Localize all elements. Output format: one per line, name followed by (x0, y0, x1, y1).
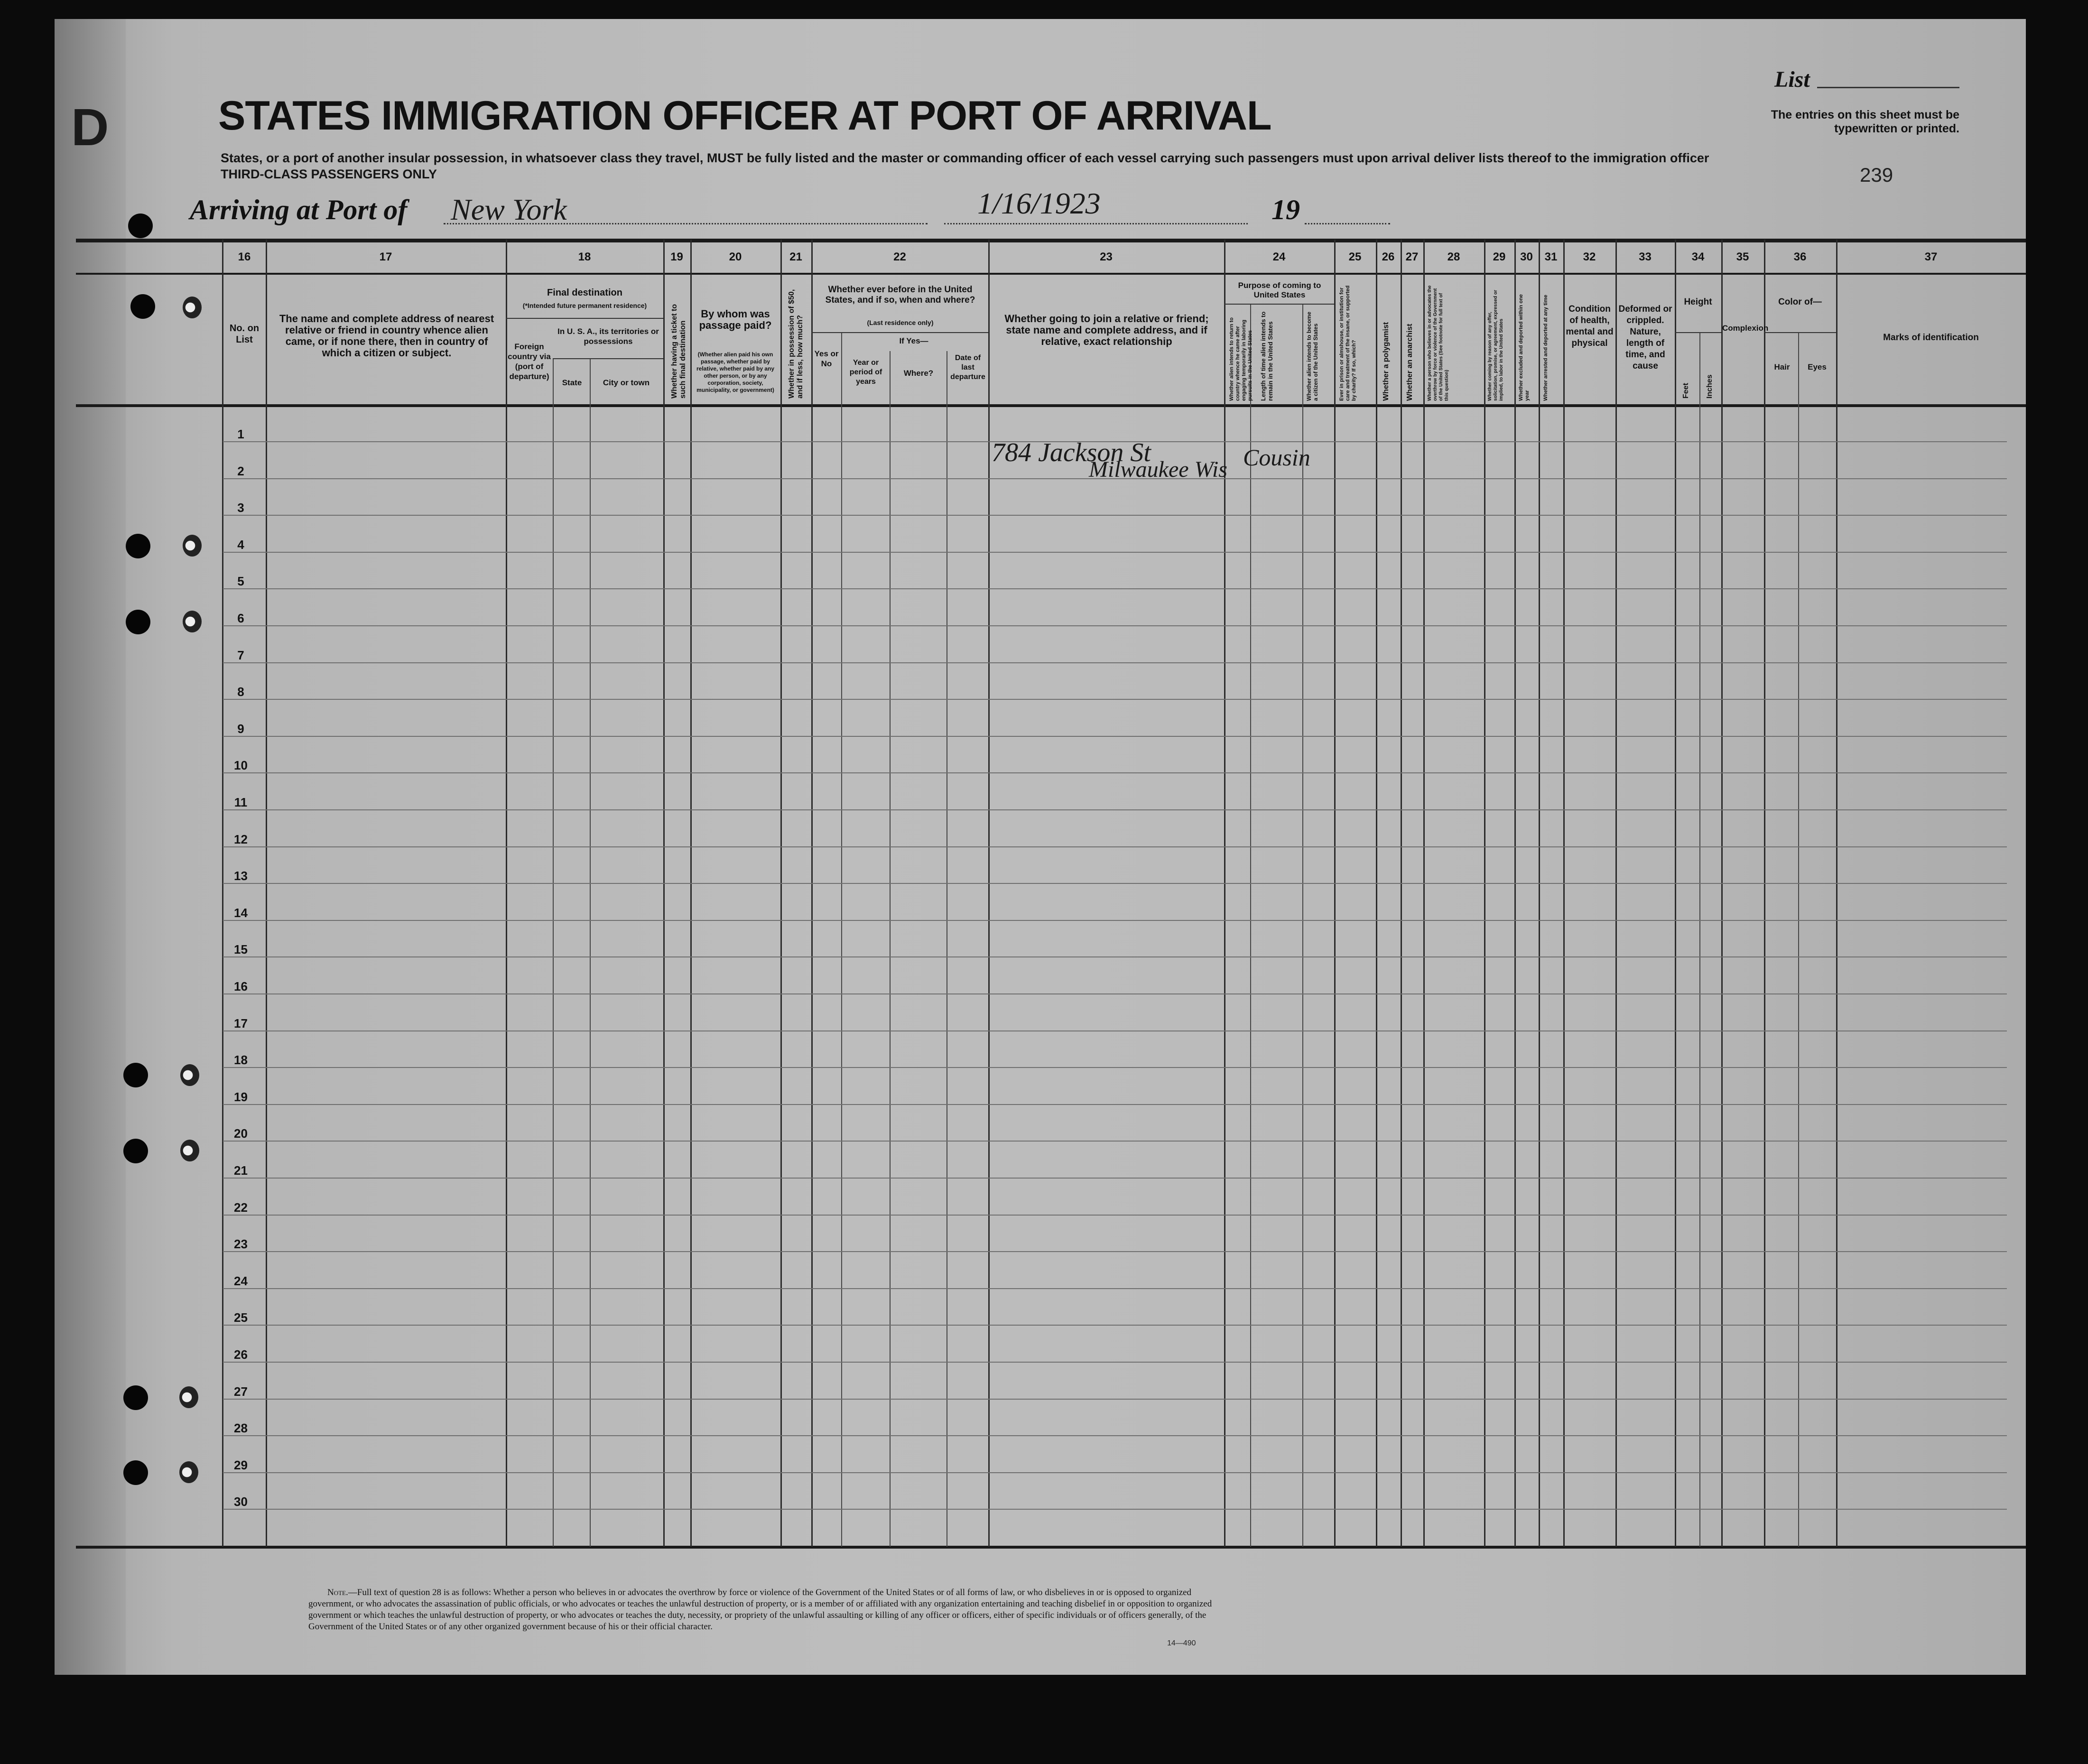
year-line (1305, 223, 1390, 224)
punch-hole (126, 610, 150, 634)
header-polygamist: Whether a polygamist (1382, 322, 1390, 401)
column-number: 28 (1447, 251, 1460, 263)
column-divider (1224, 240, 1225, 1547)
subheader-rule (1224, 304, 1334, 305)
column-number: 33 (1639, 251, 1652, 263)
subheader-rule (506, 318, 663, 319)
column-number: 18 (578, 251, 591, 263)
column-divider (841, 332, 842, 1547)
row-line (223, 625, 2007, 626)
header-nearest-relative: The name and complete address of nearest relative or friend in country whence alien came, or if none there, then in country of which a citizen or subject. (279, 313, 494, 359)
punch-hole (179, 1461, 198, 1483)
header-where: Where? (903, 369, 934, 378)
table-top-rule (76, 239, 2026, 242)
column-number: 22 (893, 251, 906, 263)
column-divider (1484, 240, 1485, 1547)
row-number: 13 (234, 869, 248, 883)
header-labor-offer: Whether coming by reason of any offer, solicitation, promise, or agreement, expressed or implied, to labor in the United States (1487, 290, 1504, 401)
header-complexion: Complexion (1722, 324, 1769, 333)
column-number: 37 (1924, 251, 1938, 263)
column-divider (663, 240, 665, 1547)
header-yes-or-no: Yes or No (814, 349, 839, 368)
table-bottom-rule (76, 1546, 2026, 1549)
row-line (223, 1104, 2007, 1105)
row-line (223, 1362, 2007, 1363)
header-purpose-length: Length of time alien intends to remain in the United States (1260, 311, 1274, 401)
header-state: State (562, 378, 582, 387)
arriving-label: Arriving at Port of (190, 194, 408, 225)
row-line (223, 920, 2007, 921)
row-number: 9 (237, 722, 244, 736)
column-divider (780, 240, 782, 1547)
header-final-destination-note: (*Intended future permanent residence) (522, 302, 647, 309)
row-number: 6 (237, 611, 244, 625)
row-number: 11 (234, 795, 248, 809)
column-number: 26 (1382, 251, 1395, 263)
column-number: 23 (1100, 251, 1113, 263)
bleed-letter: D (71, 98, 109, 157)
page-title: STATES IMMIGRATION OFFICER AT PORT OF ARRIVAL (218, 93, 1271, 139)
row-number: 4 (237, 538, 244, 552)
subheader-rule (811, 332, 988, 333)
class-line: THIRD-CLASS PASSENGERS ONLY (221, 167, 437, 181)
punch-hole (183, 535, 202, 557)
date-value: 1/16/1923 (977, 186, 1101, 220)
column-number: 35 (1736, 251, 1749, 263)
column-divider (553, 358, 554, 1547)
row-number: 18 (234, 1053, 248, 1067)
row-line (223, 883, 2007, 884)
footnote-label: Note. (327, 1588, 348, 1597)
header-hair: Hair (1774, 362, 1790, 371)
row-line (223, 1325, 2007, 1326)
entries-note: The entries on this sheet must be typewritten or printed. (1771, 108, 1959, 135)
column-divider (1539, 240, 1540, 1547)
column-number: 27 (1405, 251, 1419, 263)
header-deformed: Deformed or crippled. Nature, length of time, and cause (1618, 304, 1672, 371)
column-divider (1423, 240, 1425, 1547)
column-number: 30 (1520, 251, 1533, 263)
row-line (223, 772, 2007, 773)
column-number: 24 (1272, 251, 1286, 263)
row-number: 12 (234, 832, 248, 846)
row-line (223, 699, 2007, 700)
column-number: 29 (1493, 251, 1506, 263)
sheet-number: 239 (1860, 164, 1893, 186)
punch-hole (128, 214, 153, 238)
column-number: 32 (1583, 251, 1596, 263)
column-divider (1699, 332, 1700, 1547)
column-divider (590, 358, 591, 1547)
row-number: 29 (234, 1458, 248, 1472)
footnote (308, 1587, 1234, 1633)
header-if-yes: If Yes— (899, 336, 928, 345)
row-line (223, 1178, 2007, 1179)
row-line (223, 662, 2007, 663)
right-scan-edge (2026, 0, 2088, 1764)
row-line (223, 1288, 2007, 1289)
row-number: 26 (234, 1347, 248, 1362)
subheader-rule (1675, 332, 1721, 333)
row-line (223, 588, 2007, 589)
row-number: 20 (234, 1126, 248, 1141)
column-number: 21 (789, 251, 802, 263)
column-number: 19 (670, 251, 683, 263)
header-purpose: Purpose of coming to United States (1238, 281, 1321, 299)
column-divider (266, 240, 267, 1547)
row-number: 17 (234, 1016, 248, 1031)
header-no-on-list: No. on List (229, 323, 260, 345)
column-divider (506, 240, 507, 1547)
column-divider (1334, 240, 1336, 1547)
column-number: 16 (238, 251, 251, 263)
header-join-relative: Whether going to join a relative or friend; state name and complete address, and if relative, exact relationship (1004, 313, 1209, 347)
punch-hole (183, 611, 202, 632)
punch-hole (183, 297, 202, 318)
column-divider (1675, 240, 1676, 1547)
column-divider (690, 240, 692, 1547)
punch-hole (123, 1460, 148, 1485)
row-number: 5 (237, 574, 244, 588)
header-excluded: Whether excluded and deported within one year (1518, 294, 1530, 401)
row-number: 22 (234, 1200, 248, 1215)
header-inches: Inches (1706, 374, 1714, 399)
year-prefix: 19 (1271, 194, 1300, 225)
header-fifty-dollars: Whether in possession of $50, and if less, how much? (788, 289, 804, 399)
row1-address-line2: Milwaukee Wis (1089, 457, 1227, 482)
punch-hole (130, 294, 155, 319)
header-final-destination: Final destination (547, 288, 622, 298)
punch-hole (123, 1063, 148, 1087)
header-last-departure: Date of last departure (950, 354, 985, 381)
header-passage-paid: By whom was passage paid? (699, 308, 772, 331)
row-number: 7 (237, 648, 244, 662)
column-divider (1514, 240, 1516, 1547)
column-number: 25 (1348, 251, 1362, 263)
row-number: 2 (237, 464, 244, 478)
row-line (223, 552, 2007, 553)
row1-address-line1: 784 Jackson St (992, 438, 1151, 467)
header-health: Condition of health, mental and physical (1566, 304, 1614, 348)
row-number: 10 (234, 758, 248, 772)
port-value: New York (451, 193, 567, 226)
header-ever-in-us-note: (Last residence only) (867, 319, 934, 326)
column-divider (1836, 240, 1837, 1547)
column-number: 17 (379, 251, 392, 263)
punch-hole (123, 1385, 148, 1410)
column-divider (1302, 304, 1303, 1547)
list-label: List (1774, 67, 1810, 92)
row-number: 25 (234, 1310, 248, 1325)
header-passage-paid-note: (Whether alien paid his own passage, whether paid by relative, whether paid by any other person, or by any corporation, society, municipality, or government) (696, 351, 775, 393)
header-city-or-town: City or town (603, 378, 650, 387)
subheader-rule (553, 358, 663, 359)
row-number: 3 (237, 501, 244, 515)
header-feet: Feet (1682, 383, 1690, 399)
header-overthrow: Whether a person who believes in or advocates the overthrow by force or violence of the Government of the United States (See footnote for full text of this question) (1427, 285, 1449, 401)
column-number: 20 (729, 251, 742, 263)
row-number: 30 (234, 1495, 248, 1509)
column-divider (1250, 304, 1251, 1547)
footnote-text: —Full text of question 28 is as follows: Whether a person who believes in or advocates the overthrow by force or violence of the Government of the United States or of all forms of law, or who disbelieves in or is opposed to organized government, or who advocates the assassination of public officials, or who advocates or teaches the unlawful destruction of property, or is a member of or affiliated with any organization entertaining and teaching disbelief in or opposition to organized government or which teaches the unlawful destruction of property, or who advocates or teaches the duty, necessity, or propriety of the unlawful assaulting or killing of any officer or officers, either of specific individuals or of officers generally, of the Government of the United States or of any other organized government because of his or their official character. (308, 1588, 1212, 1632)
row-line (223, 1472, 2007, 1473)
header-year-period: Year or period of years (849, 359, 882, 386)
row1-relationship: Cousin (1243, 444, 1310, 471)
column-divider (988, 240, 990, 1547)
header-ticket: Whether having a ticket to such final destination (670, 304, 687, 399)
column-divider (1721, 240, 1723, 1547)
list-line (1817, 87, 1959, 88)
row-number: 24 (234, 1274, 248, 1288)
row-number: 15 (234, 942, 248, 956)
row-line (223, 1509, 2007, 1510)
column-divider (1764, 240, 1765, 1547)
row-number: 16 (234, 979, 248, 993)
row-line (223, 956, 2007, 957)
row-line (223, 846, 2007, 847)
column-divider (1401, 240, 1402, 1547)
punch-hole (179, 1386, 198, 1408)
column-number: 34 (1691, 251, 1705, 263)
row-number: 19 (234, 1090, 248, 1104)
punch-hole (180, 1140, 199, 1161)
row-number: 21 (234, 1163, 248, 1178)
left-page-bleed (55, 19, 126, 1675)
header-arrested: Whether arrested and deported at any time (1543, 295, 1549, 401)
instructions-line: States, or a port of another insular possession, in whatsoever class they travel, MUST be fully listed and the master or commanding officer of each vessel carrying such passengers must upon arrival deliver lists thereof to the immigration officer (221, 151, 1709, 165)
subheader-rule (1764, 332, 1836, 333)
column-number-rule (76, 273, 2026, 275)
column-number: 36 (1793, 251, 1807, 263)
column-divider (1376, 240, 1377, 1547)
header-purpose-citizen: Whether alien intends to become a citizen of the United States (1306, 311, 1319, 401)
row-line (223, 1067, 2007, 1068)
row-number: 27 (234, 1384, 248, 1399)
header-color-of: Color of— (1778, 297, 1822, 307)
header-anarchist: Whether an anarchist (1406, 324, 1414, 401)
header-rule (76, 404, 2026, 407)
header-height: Height (1684, 297, 1712, 307)
row-line (223, 1215, 2007, 1216)
header-prison: Ever in prison or almshouse, or institution for care and treatment of the insane, or supported by charity? If so, which? (1339, 285, 1357, 401)
header-eyes: Eyes (1808, 362, 1827, 371)
row-line (223, 1141, 2007, 1142)
punch-hole (123, 1139, 148, 1163)
column-divider (890, 351, 891, 1547)
header-purpose-return: Whether alien intends to return to country whence he came after engaging temporarily in laboring pursuits in the United States (1229, 317, 1253, 401)
row-line (223, 736, 2007, 737)
column-divider (1798, 332, 1799, 1547)
column-number: 31 (1544, 251, 1558, 263)
row-number: 28 (234, 1421, 248, 1435)
header-in-usa: In U. S. A., its territories or possessions (557, 327, 659, 346)
row-line (223, 515, 2007, 516)
column-divider (1615, 240, 1617, 1547)
punch-hole (126, 534, 150, 558)
punch-hole (180, 1064, 199, 1086)
row-line (223, 1399, 2007, 1400)
column-divider (1563, 240, 1565, 1547)
form-number: 14—490 (1167, 1639, 1196, 1647)
row-line (223, 993, 2007, 994)
header-marks: Marks of identification (1883, 333, 1979, 343)
row-line (223, 1435, 2007, 1436)
row-number: 8 (237, 685, 244, 699)
row-line (223, 809, 2007, 810)
row-number: 1 (237, 427, 244, 441)
row-number: 14 (234, 906, 248, 920)
row-number: 23 (234, 1237, 248, 1251)
header-ever-in-us: Whether ever before in the United States, and if so, when and where? (825, 285, 975, 305)
header-foreign-country: Foreign country via (port of departure) (508, 342, 551, 381)
date-line (944, 223, 1248, 224)
column-divider (811, 240, 813, 1547)
row-line (223, 1251, 2007, 1252)
